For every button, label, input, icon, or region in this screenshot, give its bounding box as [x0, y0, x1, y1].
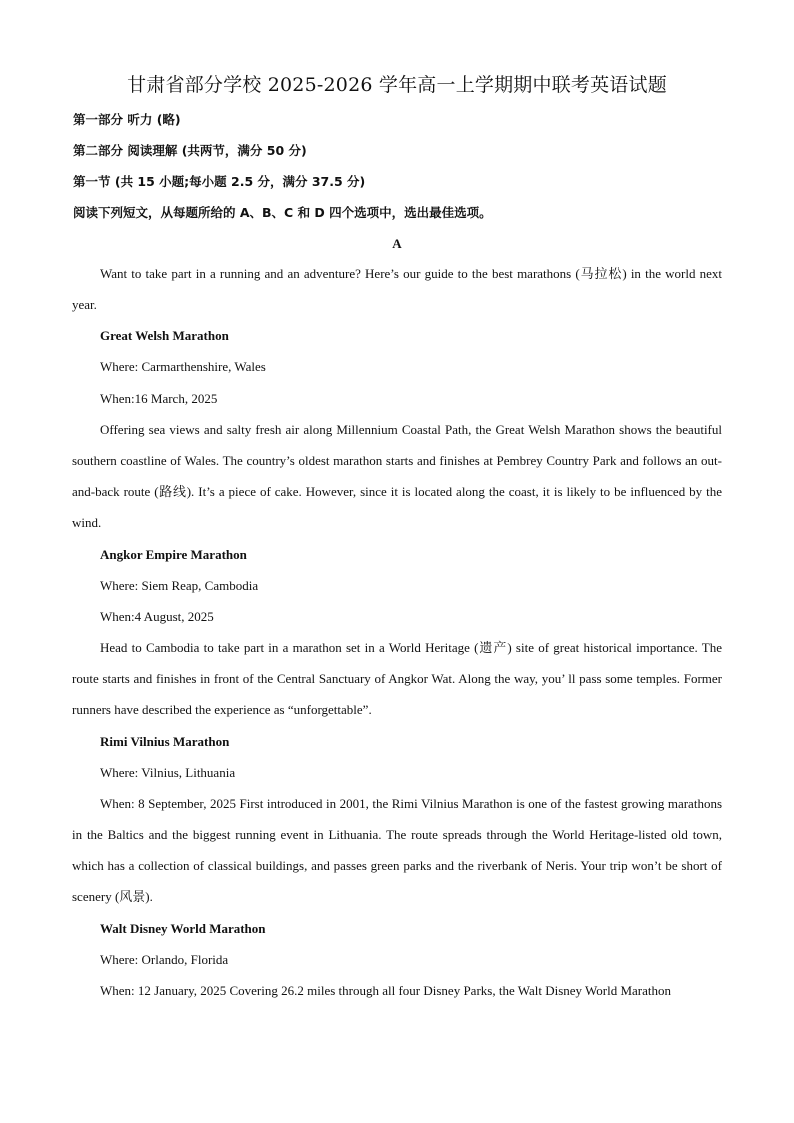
marathon-desc-text: Offering sea views and salty fresh air along Millennium Coastal Path, the Great Welsh Marathon shows the beautiful southern coastline of Wales. The country’s oldest marathon starts and finishes at Pembrey Country Park and follows an out-and-back route (路线). It’s a piece of cake. However, since it is located along the coast, it is likely to be influenced by the wind.	[72, 422, 722, 531]
marathon-desc-text: When: 12 January, 2025 Covering 26.2 miles through all four Disney Parks, the Walt Disney World Marathon	[100, 983, 672, 998]
part-one-header: 第一部分 听力 (略)	[73, 112, 181, 127]
marathon-where: Where: Carmarthenshire, Wales	[100, 359, 266, 374]
part-two-header: 第二部分 阅读理解 (共两节，满分 50 分)	[73, 143, 307, 158]
marathon-when: When:16 March, 2025	[100, 391, 218, 406]
marathon-description	[72, 975, 722, 1006]
section-one-header: 第一节 (共 15 小题;每小题 2.5 分，满分 37.5 分)	[73, 174, 366, 189]
marathon-name: Walt Disney World Marathon	[100, 921, 266, 936]
intro-text: Want to take part in a running and an adventure? Here’s our guide to the best marathons (马拉松) in the world next year.	[72, 266, 722, 313]
marathon-where: Where: Siem Reap, Cambodia	[100, 578, 259, 593]
marathon-name: Angkor Empire Marathon	[100, 547, 247, 562]
marathon-name: Rimi Vilnius Marathon	[100, 734, 230, 749]
marathon-description	[72, 788, 722, 912]
marathon-description	[72, 632, 722, 725]
marathon-description	[72, 414, 722, 538]
instructions: 阅读下列短文，从每题所给的 A、B、C 和 D 四个选项中，选出最佳选项。	[73, 205, 492, 220]
marathon-name: Great Welsh Marathon	[100, 328, 229, 343]
intro-paragraph	[72, 258, 722, 320]
marathon-where: Where: Vilnius, Lithuania	[100, 765, 236, 780]
marathon-where: Where: Orlando, Florida	[100, 952, 229, 967]
exam-title: 甘肃省部分学校 2025-2026 学年高一上学期期中联考英语试题	[127, 74, 667, 96]
marathon-desc-text: Head to Cambodia to take part in a marathon set in a World Heritage (遗产) site of great historical importance. The route starts and finishes in front of the Central Sanctuary of Angkor Wat. Along the way, you’ ll pass some temples. Former runners have described the experience as “unforgettable”.	[72, 640, 722, 718]
marathon-desc-text: When: 8 September, 2025 First introduced in 2001, the Rimi Vilnius Marathon is one of the fastest growing marathons in the Baltics and the biggest running event in Lithuania. The route spreads through the World Heritage-listed old town, which has a collection of classical buildings, and passes green parks and the riverbank of Neris. Your trip won’t be short of scenery (风景).	[72, 796, 722, 905]
marathon-when: When:4 August, 2025	[100, 609, 214, 624]
passage-letter: A	[392, 236, 402, 251]
